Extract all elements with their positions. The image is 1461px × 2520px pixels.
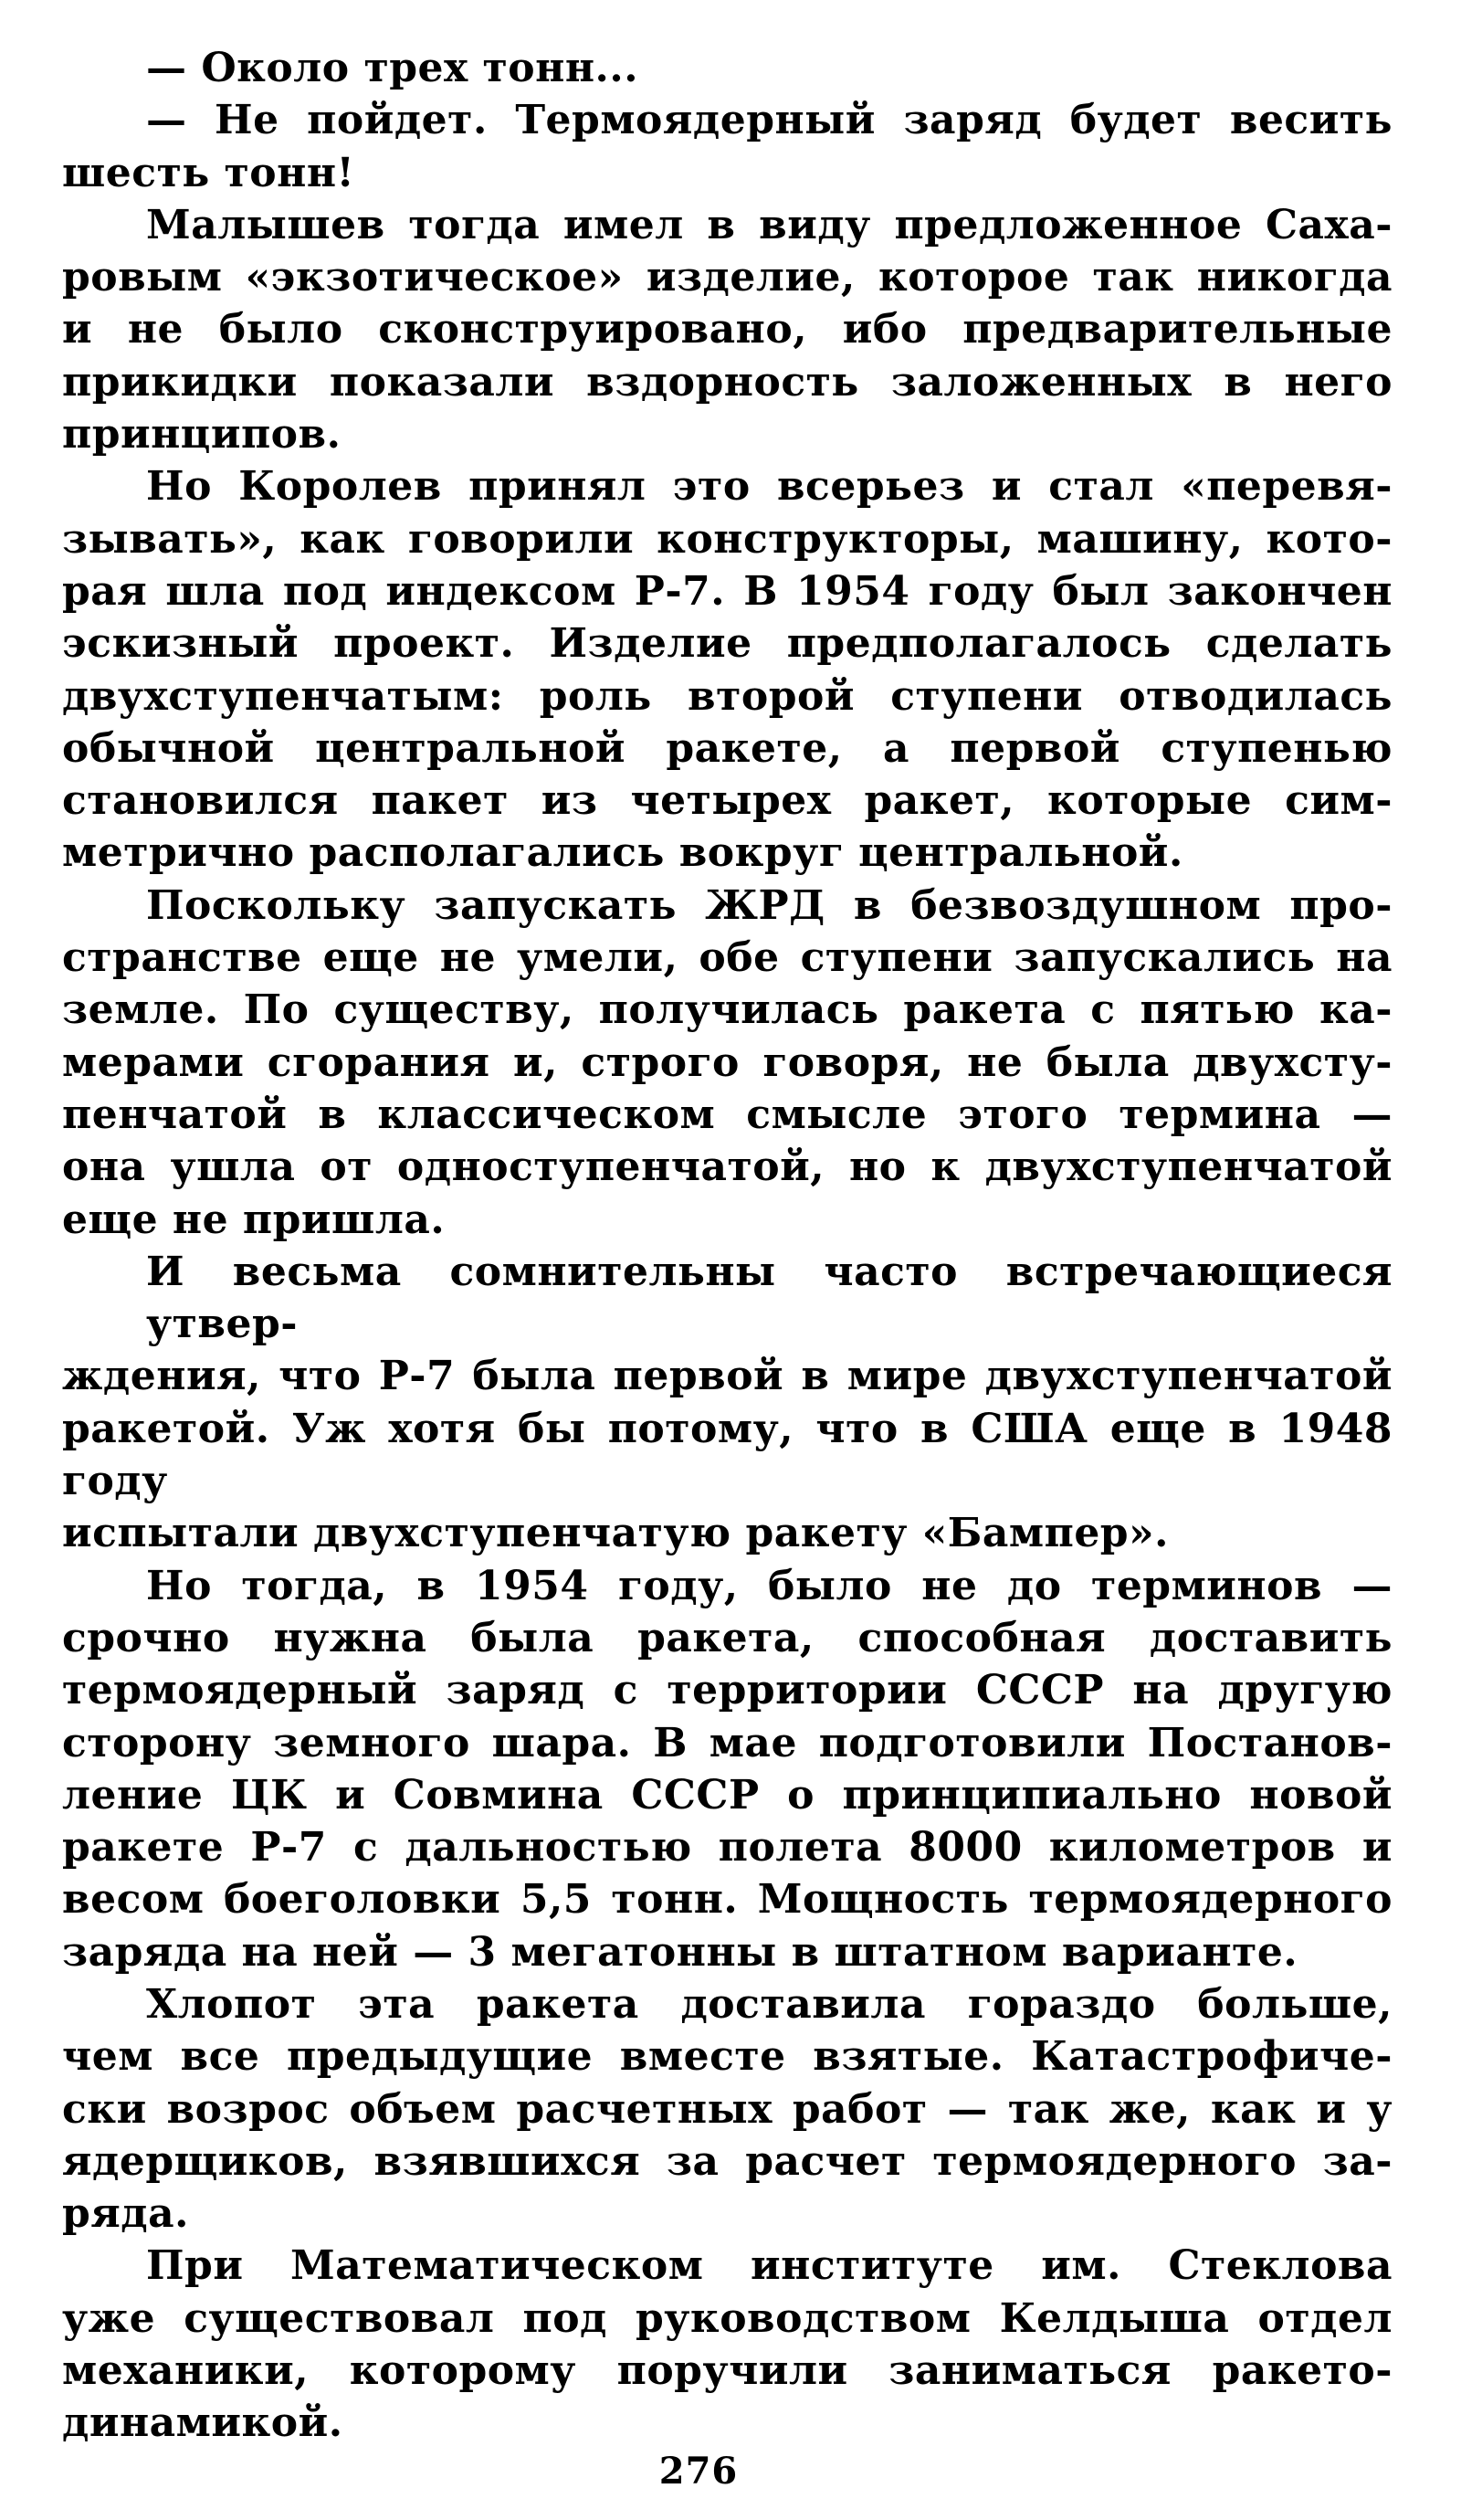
text-line: странстве еще не умели, обе ступени запускались на (62, 934, 1393, 982)
text-line: Но Королев принял это всерьез и стал «перевя- (146, 463, 1393, 511)
text-line: метрично располагались вокруг центральной. (62, 829, 1183, 877)
text-line: При Математическом институте им. Стеклова (146, 2242, 1393, 2290)
text-line: становился пакет из четырех ракет, которые сим- (62, 777, 1393, 825)
text-line: Малышев тогда имел в виду предложенное Саха- (146, 201, 1393, 248)
text-line: рая шла под индексом Р-7. В 1954 году был закончен (62, 567, 1393, 615)
text-line: Но тогда, в 1954 году, было не до терминов — (146, 1562, 1393, 1609)
text-line: обычной центральной ракете, а первой ступенью (62, 724, 1393, 772)
text-line: срочно нужна была ракета, способная доставить (62, 1614, 1393, 1661)
text-line: Поскольку запускать ЖРД в безвоздушном про- (146, 881, 1393, 929)
text-line: ракете Р-7 с дальностью полета 8000 километров и (62, 1824, 1393, 1872)
text-line: и не было сконструировано, ибо предварительные (62, 306, 1393, 353)
text-line: эскизный проект. Изделие предполагалось сделать (62, 620, 1393, 668)
text-line: заряда на ней — 3 мегатонны в штатном варианте. (62, 1928, 1298, 1976)
text-line: ление ЦК и Совмина СССР о принципиально новой (62, 1771, 1393, 1819)
text-line: — Не пойдет. Термоядерный заряд будет весить (146, 97, 1393, 144)
text-line: ракетой. Уж хотя бы потому, что в США еще в 1948 году (62, 1405, 1393, 1505)
text-line: Хлопот эта ракета доставила гораздо больше, (146, 1980, 1393, 2028)
text-line: мерами сгорания и, строго говоря, не была двухсту- (62, 1039, 1393, 1086)
text-line: испытали двухступенчатую ракету «Бампер». (62, 1510, 1169, 1557)
text-line: земле. По существу, получилась ракета с пятью ка- (62, 986, 1393, 1034)
text-line: двухступенчатым: роль второй ступени отводилась (62, 672, 1393, 720)
text-line: И весьма сомнительны часто встречающиеся утвер- (146, 1248, 1393, 1348)
text-line: ряда. (62, 2190, 189, 2238)
text-line: зывать», как говорили конструкторы, машину, кото- (62, 515, 1393, 563)
text-line: пенчатой в классическом смысле этого термина — (62, 1091, 1393, 1138)
text-line: термоядерный заряд с территории СССР на другую (62, 1667, 1393, 1714)
text-line: — Около трех тонн... (146, 45, 639, 91)
text-line: динамикой. (62, 2399, 343, 2447)
text-line: ски возрос объем расчетных работ — так же, как и у (62, 2085, 1393, 2133)
text-line: ядерщиков, взявшихся за расчет термоядерного за- (62, 2137, 1393, 2185)
text-line: уже существовал под руководством Келдыша отдел (62, 2294, 1393, 2342)
text-line: прикидки показали вздорность заложенных в него (62, 358, 1393, 406)
text-line: она ушла от одноступенчатой, но к двухступенчатой (62, 1144, 1393, 1191)
text-line: механики, которому поручили заниматься ракето- (62, 2347, 1393, 2395)
text-line: шесть тонн! (62, 149, 355, 196)
page-text-block (62, 42, 1393, 2450)
text-line: принципов. (62, 411, 342, 459)
text-line: чем все предыдущие вместе взятые. Катастрофиче- (62, 2033, 1393, 2081)
text-line: весом боеголовки 5,5 тонн. Мощность термоядерного (62, 1876, 1393, 1924)
page-number: 276 (658, 2450, 739, 2493)
text-line: ждения, что Р-7 была первой в мире двухступенчатой (62, 1353, 1393, 1400)
text-line: еще не пришла. (62, 1196, 446, 1243)
text-line: сторону земного шара. В мае подготовили Постанов- (62, 1719, 1393, 1766)
text-line: ровым «экзотическое» изделие, которое так никогда (62, 254, 1393, 301)
